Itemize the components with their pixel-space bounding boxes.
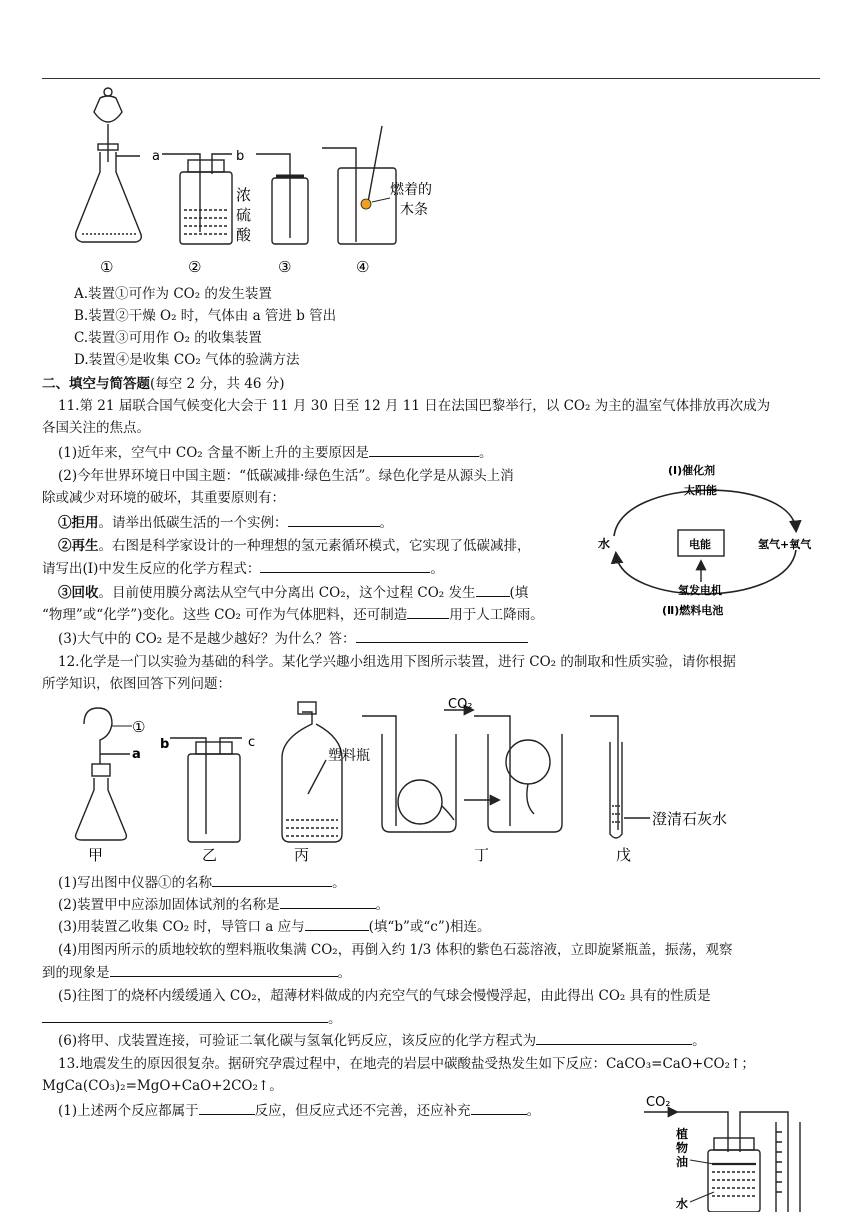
fig3-oil-3: 油 xyxy=(676,1155,689,1169)
answer-blank[interactable] xyxy=(536,1030,692,1045)
q11-stem-2: 各国关注的焦点。 xyxy=(42,420,150,436)
q13-part1-text: (1)上述两个反应都属于 xyxy=(58,1103,199,1119)
fig2-pipe-c: c xyxy=(248,735,256,750)
pipe-a-label: a xyxy=(152,149,160,164)
section-title: 二、填空与简答题 xyxy=(42,376,150,392)
stick-label-2: 木条 xyxy=(400,202,428,218)
cycle-bottom-2: (Ⅱ)燃料电池 xyxy=(662,604,724,617)
q11-recycle-title: ③回收 xyxy=(58,585,99,601)
q11-regen-title: ②再生 xyxy=(58,538,99,554)
q11-stem-1: 11.第 21 届联合国气候变化大会于 11 月 30 日至 12 月 11 日在法国巴黎举行，以 CO₂ 为主的温室气体排放再次成为 xyxy=(58,398,771,414)
q12-stem-1: 12.化学是一门以实验为基础的科学。某化学兴趣小组选用下图所示装置，进行 CO₂ 的制取和性质实验，请你根据 xyxy=(58,654,736,670)
q11-recycle-b-end: 用于人工降雨。 xyxy=(449,607,544,623)
answer-blank[interactable] xyxy=(407,604,449,619)
fig3-water: 水 xyxy=(676,1197,689,1211)
q12-part6 xyxy=(58,1030,706,1051)
cycle-bottom-1: 氢发电机 xyxy=(678,584,722,597)
q11-recycle-b-text: “物理”或“化学”)变化。这些 CO₂ 可作为气体肥料，还可制造 xyxy=(42,607,408,623)
q11-refuse-end: 。 xyxy=(379,515,393,531)
acid-label-2: 硫 xyxy=(236,206,252,224)
q13-stem-1: 13.地震发生的原因很复杂。据研究孕震过程中，在地壳的岩层中碳酸盐受热发生如下反应：CaCO₃=CaO+CO₂↑； xyxy=(58,1056,755,1072)
answer-blank[interactable] xyxy=(280,894,376,909)
q11-regen-b-text: 请写出(Ⅰ)中发生反应的化学方程式： xyxy=(42,561,261,577)
q12-part4-b-text: 到的现象是 xyxy=(42,965,110,981)
q12-part1-end: 。 xyxy=(332,875,346,891)
q11-regen-b xyxy=(42,558,444,579)
cycle-center: 电能 xyxy=(689,538,711,551)
acid-label-3: 酸 xyxy=(236,226,252,244)
answer-blank[interactable] xyxy=(369,442,479,457)
fig2-pipe-b: b xyxy=(160,737,170,752)
q11-regen xyxy=(58,536,531,556)
q12-part5-a: (5)往图丁的烧杯内缓缓通入 CO₂，超薄材料做成的内充空气的气球会慢慢浮起，由此得出 CO₂ 具有的性质是 xyxy=(58,988,711,1004)
apparatus-label-1: ① xyxy=(100,258,114,276)
q12-part4-b xyxy=(42,962,351,983)
q12-part3-end: (填“b”或“c”)相连。 xyxy=(368,919,491,935)
q13-part1-end: 。 xyxy=(526,1103,541,1119)
option-c: C.装置③可用作 O₂ 的收集装置 xyxy=(74,330,262,346)
fig2-name-ding: 丁 xyxy=(474,846,490,864)
answer-blank[interactable] xyxy=(476,582,510,597)
apparatus-figure-3 xyxy=(636,1088,816,1212)
q12-part2-text: (2)装置甲中应添加固体试剂的名称是 xyxy=(58,897,280,913)
apparatus-label-2: ② xyxy=(188,258,202,276)
answer-blank[interactable] xyxy=(356,628,528,643)
fig3-oil-2: 物 xyxy=(676,1141,689,1155)
cycle-left: 水 xyxy=(598,537,611,551)
answer-blank[interactable] xyxy=(305,916,369,931)
q11-part1 xyxy=(58,442,493,463)
apparatus-figure-2 xyxy=(70,694,770,866)
q12-part1 xyxy=(58,872,346,893)
fig2-limewater-label: 澄清石灰水 xyxy=(652,810,728,828)
answer-blank[interactable] xyxy=(199,1100,255,1115)
q11-part1-text: (1)近年来，空气中 CO₂ 含量不断上升的主要原因是 xyxy=(58,445,370,461)
q13-part1-mid: 反应，但反应式还不完善，还应补充 xyxy=(254,1103,471,1119)
q11-recycle-end: (填 xyxy=(509,585,529,601)
fig2-name-wu: 戊 xyxy=(616,846,632,864)
header-rule xyxy=(42,78,820,79)
q13-stem-2: MgCa(CO₃)₂=MgO+CaO+2CO₂↑。 xyxy=(42,1078,283,1094)
fig2-name-bing: 丙 xyxy=(294,846,310,864)
q12-part5-b-end: 。 xyxy=(328,1011,342,1027)
answer-blank[interactable] xyxy=(288,512,380,527)
section-note: (每空 2 分，共 46 分) xyxy=(150,376,285,392)
apparatus-label-3: ③ xyxy=(278,258,292,276)
fig2-name-yi: 乙 xyxy=(202,846,218,864)
cycle-right: 氢气+氧气 xyxy=(758,538,812,551)
q12-part2 xyxy=(58,894,389,915)
q12-part4-a: (4)用图丙所示的质地较软的塑料瓶收集满 CO₂，再倒入约 1/3 体积的紫色石蕊溶液，立即旋紧瓶盖，振荡，观察 xyxy=(58,942,733,958)
q12-part3 xyxy=(58,916,491,937)
q12-part6-end: 。 xyxy=(692,1033,706,1049)
q13-part1 xyxy=(58,1100,540,1121)
q11-refuse-text: 。请举出低碳生活的一个实例： xyxy=(98,515,288,531)
q12-part6-text: (6)将甲、戊装置连接，可验证二氧化碳与氢氧化钙反应，该反应的化学方程式为 xyxy=(58,1033,537,1049)
cycle-top-2: 太阳能 xyxy=(684,484,717,497)
fig2-name-jia: 甲 xyxy=(88,846,104,864)
q11-recycle-text: 。目前使用膜分离法从空气中分离出 CO₂，这个过程 CO₂ 发生 xyxy=(98,585,476,601)
q11-regen-text: 。右图是科学家设计的一种理想的氢元素循环模式，它实现了低碳减排， xyxy=(98,538,531,554)
answer-blank[interactable] xyxy=(260,558,430,573)
section-heading xyxy=(42,374,284,394)
q12-part1-text: (1)写出图中仪器①的名称 xyxy=(58,875,213,891)
fig3-oil-1: 植 xyxy=(676,1127,689,1141)
fig2-pipe-a: a xyxy=(132,747,141,762)
answer-blank[interactable] xyxy=(42,1008,328,1023)
q11-recycle xyxy=(58,582,528,603)
cycle-top-1: (Ⅰ)催化剂 xyxy=(668,464,716,477)
q12-part4-b-end: 。 xyxy=(337,965,351,981)
q11-part3 xyxy=(58,628,528,649)
option-a: A.装置①可作为 CO₂ 的发生装置 xyxy=(74,286,272,302)
hydrogen-cycle-diagram xyxy=(592,458,824,620)
q11-part2-a: (2)今年世界环境日中国主题：“低碳减排·绿色生活”。绿色化学是从源头上消 xyxy=(58,468,514,484)
q11-refuse xyxy=(58,512,393,533)
answer-blank[interactable] xyxy=(212,872,332,887)
pipe-b-label: b xyxy=(236,149,245,164)
q12-part5-b xyxy=(42,1008,342,1029)
q11-part3-text: (3)大气中的 CO₂ 是不是越少越好？为什么？答： xyxy=(58,631,356,647)
q11-part1-end: 。 xyxy=(479,445,493,461)
apparatus-label-4: ④ xyxy=(356,258,370,276)
fig2-bottle-label: 塑料瓶 xyxy=(328,748,370,764)
q11-recycle-b xyxy=(42,604,544,625)
fig3-co2-label: CO₂ xyxy=(646,1095,671,1110)
q12-stem-2: 所学知识，依图回答下列问题： xyxy=(42,676,231,692)
apparatus-figure-1 xyxy=(60,82,480,282)
q11-part2-b: 除或减少对环境的破坏，其重要原则有： xyxy=(42,490,285,506)
q12-part2-end: 。 xyxy=(375,897,390,913)
q11-refuse-title: ①拒用 xyxy=(58,515,99,531)
option-d: D.装置④是收集 CO₂ 气体的验满方法 xyxy=(74,352,300,368)
acid-label-1: 浓 xyxy=(236,186,252,204)
answer-blank[interactable] xyxy=(110,962,338,977)
q11-regen-b-end: 。 xyxy=(430,561,444,577)
q12-part3-text: (3)用装置乙收集 CO₂ 时，导管口 a 应与 xyxy=(58,919,305,935)
answer-blank[interactable] xyxy=(471,1100,527,1115)
stick-label-1: 燃着的 xyxy=(390,182,432,198)
option-b: B.装置②干燥 O₂ 时，气体由 a 管进 b 管出 xyxy=(74,308,337,324)
fig2-co2-label: CO₂ xyxy=(448,697,473,712)
fig2-circle-1: ① xyxy=(132,718,146,736)
